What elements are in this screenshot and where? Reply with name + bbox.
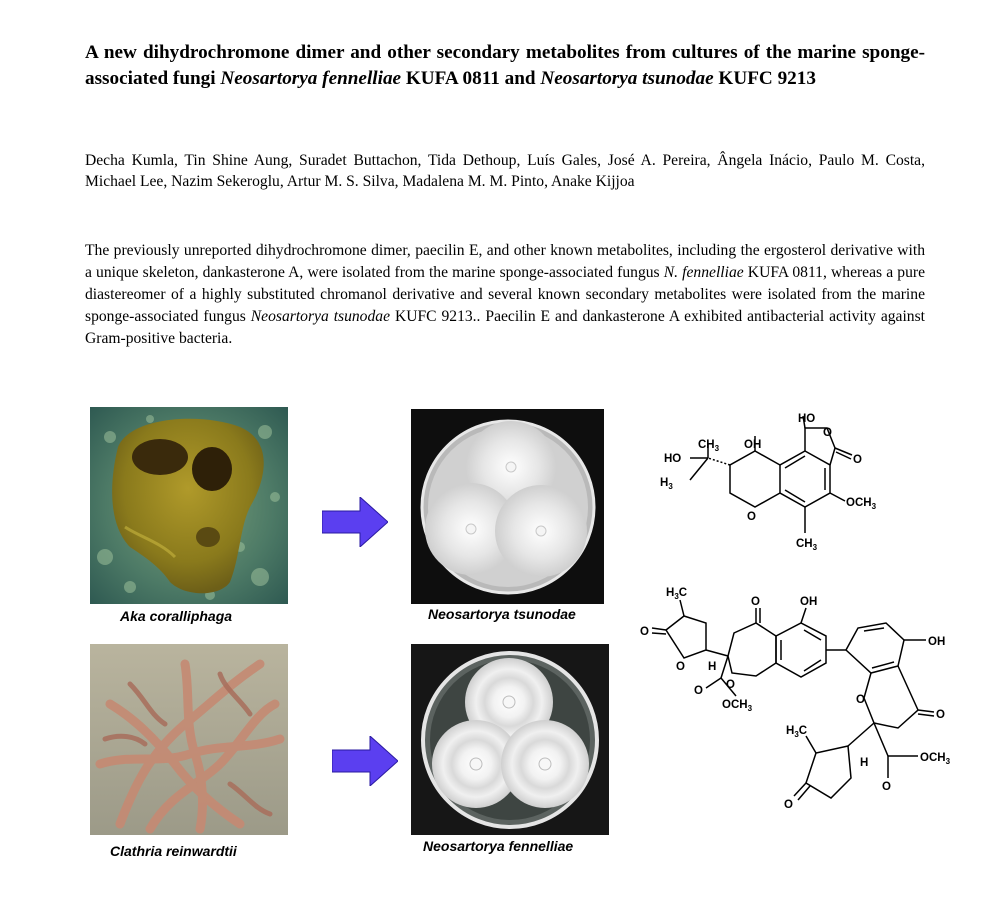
label-ch3-bottom: $CH_3$: [796, 538, 818, 552]
paper-title: [85, 40, 925, 92]
label-ch3-top: $CH_3$: [698, 439, 720, 453]
label-ketone-o: O: [853, 454, 862, 466]
label-o-lactone-bottom: O: [784, 799, 793, 811]
caption-aka-coralliphaga: Aka coralliphaga: [120, 608, 233, 624]
label-o-ketone-top: O: [751, 596, 760, 608]
label-o-ketone-bottom: O: [936, 709, 945, 721]
label-h3c-top: $H_3C$: [666, 587, 688, 601]
label-o-ester-top: O: [694, 685, 703, 697]
label-oh-top: OH: [800, 596, 818, 608]
petri-dish-2-illustration: [411, 644, 609, 835]
abstract-text-1: The previously unreported dihydrochromone dimer, paecilin E, and other known metabolites, including the ergosterol derivative with a unique skeleton, dankasterone A, were isolated from the marine sponge-associated fungus: [85, 242, 925, 281]
sponge-photo-clathria-reinwardtii: [90, 644, 288, 835]
label-o-ester-bottom: O: [882, 781, 891, 793]
caption-neosartorya-tsunodae: Neosartorya tsunodae: [428, 606, 576, 622]
label-o-pyran-bottom: O: [856, 694, 865, 706]
caption-clathria-reinwardtii: Clathria reinwardtii: [110, 843, 237, 859]
label-och3-top: $OCH_3$: [722, 699, 753, 713]
chemical-structure-paecilin-e: [636, 578, 956, 848]
chemical-structure-chromanol: [640, 408, 910, 578]
arrow-right-icon: [332, 736, 398, 786]
abstract-species-2: Neosartorya tsunodae: [250, 308, 390, 325]
title-species-2: Neosartorya tsunodae: [540, 68, 714, 89]
label-h3c: $H_3$: [660, 477, 673, 491]
title-species-1: Neosartorya fennelliae: [220, 68, 402, 89]
label-o-ring-top: O: [676, 661, 685, 673]
label-pyran-o: O: [747, 511, 756, 523]
abstract-text-3: KUFC 9213.. Paecilin E and dankasterone A exhibited antibacterial activity against Gram-positive bacteria.: [85, 308, 925, 347]
abstract: [85, 240, 925, 350]
label-och3: $OCH_3$: [846, 497, 877, 511]
label-o-pyran-top: O: [726, 679, 735, 691]
label-h3c-bottom: $H_3C$: [786, 725, 808, 739]
sponge-1-illustration: [90, 407, 288, 604]
culture-photo-neosartorya-tsunodae: [411, 409, 604, 604]
aromatic-ring: [780, 451, 830, 507]
label-h-bottom: H: [860, 757, 869, 769]
arrow-right-icon: [322, 497, 388, 547]
arrow-2-shape: [332, 736, 398, 786]
abstract-text-2: KUFA 0811, whereas a pure diastereomer of a highly substituted chromanol derivative and several known secondary metabolites were isolated from the marine sponge-associated fungus: [85, 264, 925, 325]
caption-neosartorya-fennelliae: Neosartorya fennelliae: [423, 838, 574, 854]
title-text-3: KUFC 9213: [713, 68, 816, 89]
author-list: Decha Kumla, Tin Shine Aung, Suradet Buttachon, Tida Dethoup, Luís Gales, José A. Pereira, Ângela Inácio, Paulo M. Costa, Michael Lee, Nazim Sekeroglu, Artur M. S. Silva, Madalena M. M. Pinto, Anake Kijjoa: [85, 152, 925, 190]
sponge-2-illustration: [90, 644, 288, 835]
label-ho-top: HO: [798, 413, 816, 425]
label-oh-right: OH: [928, 636, 946, 648]
title-text-2: KUFA 0811 and: [401, 68, 541, 89]
label-h-top: H: [708, 661, 717, 673]
label-o-lactone-left: O: [640, 626, 649, 638]
title-text-1: A new dihydrochromone dimer and other secondary metabolites from cultures of the marine sponge-associated fungi: [85, 42, 925, 89]
abstract-species-1: N. fennelliae: [663, 264, 744, 281]
label-oh: OH: [744, 439, 762, 451]
arrow-1-shape: [322, 497, 388, 547]
petri-dish-1-illustration: [411, 409, 604, 604]
label-ring-o: O: [823, 427, 832, 439]
culture-photo-neosartorya-fennelliae: [411, 644, 609, 835]
label-och3-bottom: $OCH_3$: [920, 752, 951, 766]
label-ho-left: HO: [664, 453, 682, 465]
sponge-photo-aka-coralliphaga: [90, 407, 288, 604]
